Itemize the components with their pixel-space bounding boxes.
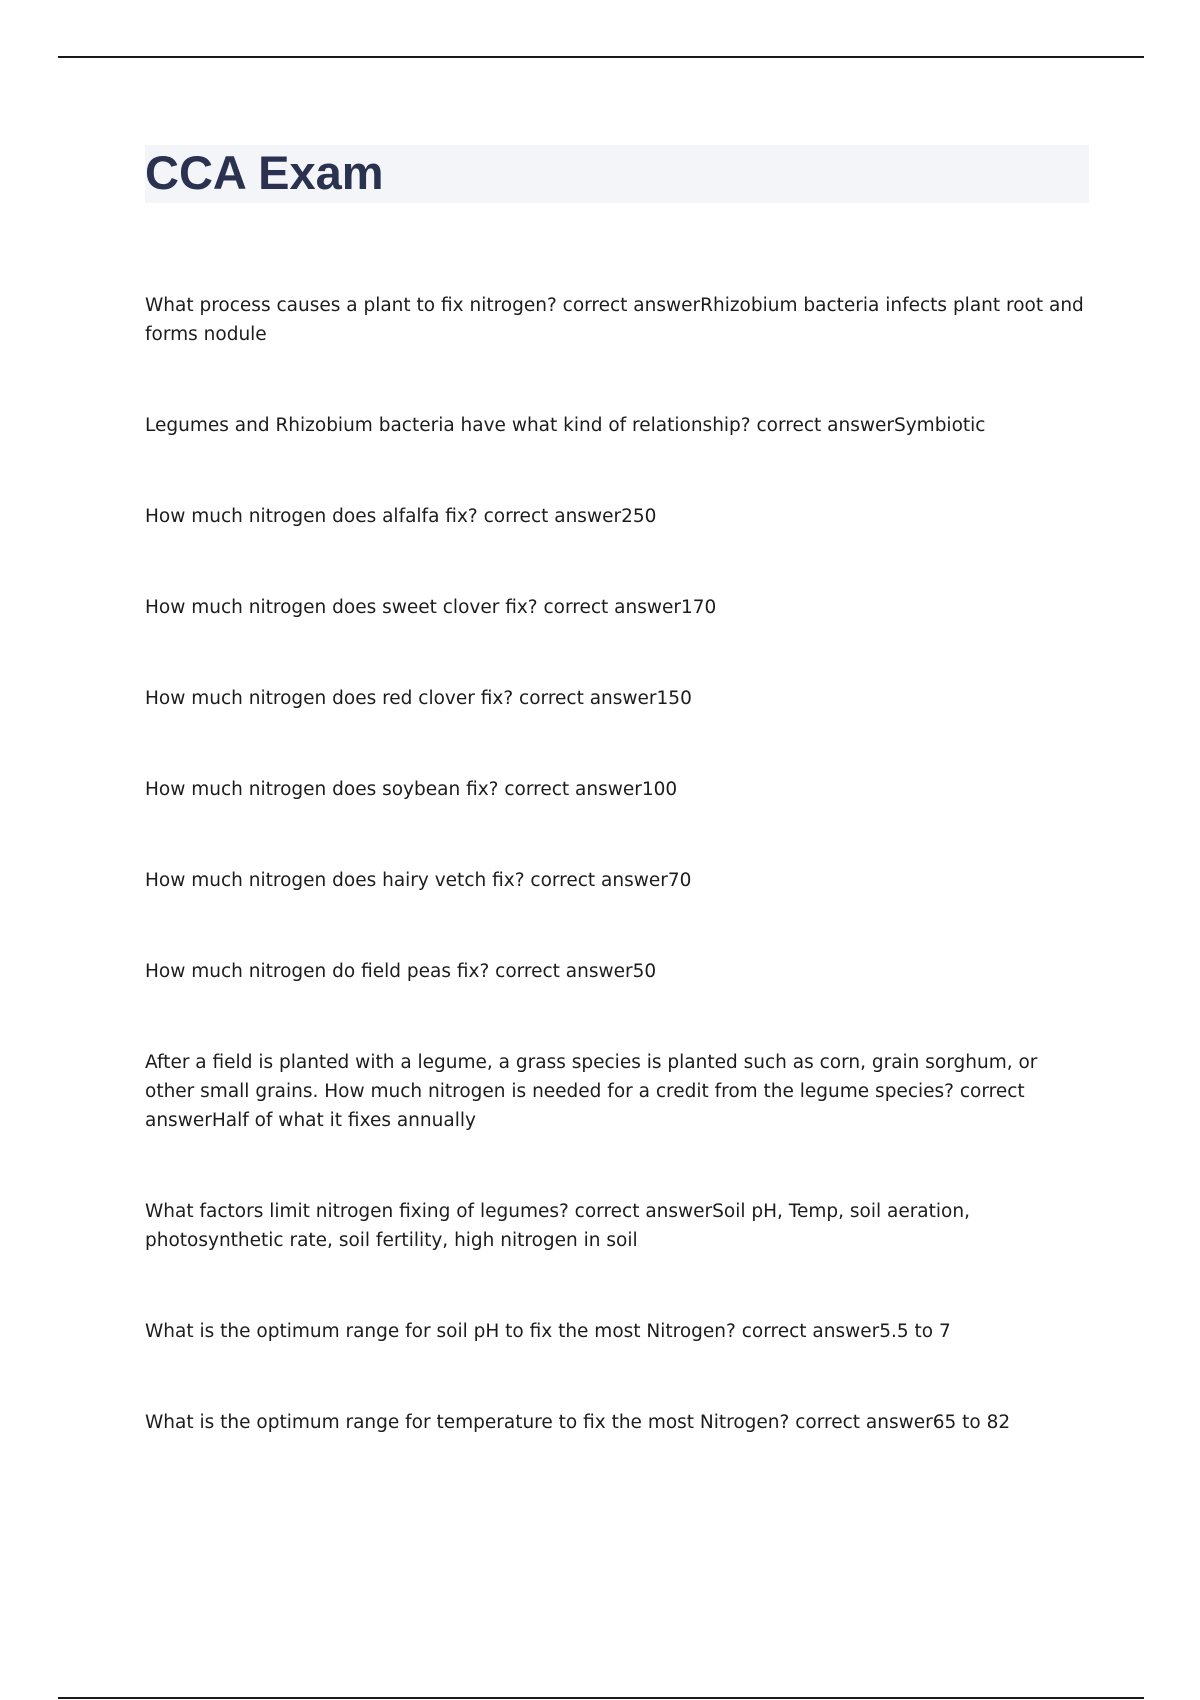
qa-item-6: How much nitrogen does soybean fix? correct answer100 [145, 779, 678, 800]
qa-item-4: How much nitrogen does sweet clover fix? correct answer170 [145, 597, 717, 618]
qa-item-9: After a field is planted with a legume, a grass species is planted such as corn, grain sorghum, or other small grains. How much nitrogen is needed for a credit from the legume species? correct answerHalf of what it fixes annually [145, 1052, 1038, 1131]
qa-list [145, 291, 1089, 1437]
qa-item-10: What factors limit nitrogen fixing of legumes? correct answerSoil pH, Temp, soil aeration, photosynthetic rate, soil fertility, high nitrogen in soil [145, 1201, 970, 1251]
qa-item-11: What is the optimum range for soil pH to fix the most Nitrogen? correct answer5.5 to 7 [145, 1321, 951, 1342]
qa-item-5: How much nitrogen does red clover fix? correct answer150 [145, 688, 692, 709]
qa-item-8: How much nitrogen do field peas fix? correct answer50 [145, 961, 657, 982]
qa-item-7: How much nitrogen does hairy vetch fix? correct answer70 [145, 870, 692, 891]
page-title: CCA Exam [145, 146, 384, 199]
qa-item-12: What is the optimum range for temperature to fix the most Nitrogen? correct answer65 to 82 [145, 1412, 1011, 1433]
qa-item-1: What process causes a plant to fix nitrogen? correct answerRhizobium bacteria infects plant root and forms nodule [145, 295, 1084, 345]
qa-item-2: Legumes and Rhizobium bacteria have what kind of relationship? correct answerSymbiotic [145, 415, 986, 436]
bottom-rule [58, 1697, 1144, 1699]
top-rule [58, 56, 1144, 58]
qa-item-3: How much nitrogen does alfalfa fix? correct answer250 [145, 506, 657, 527]
